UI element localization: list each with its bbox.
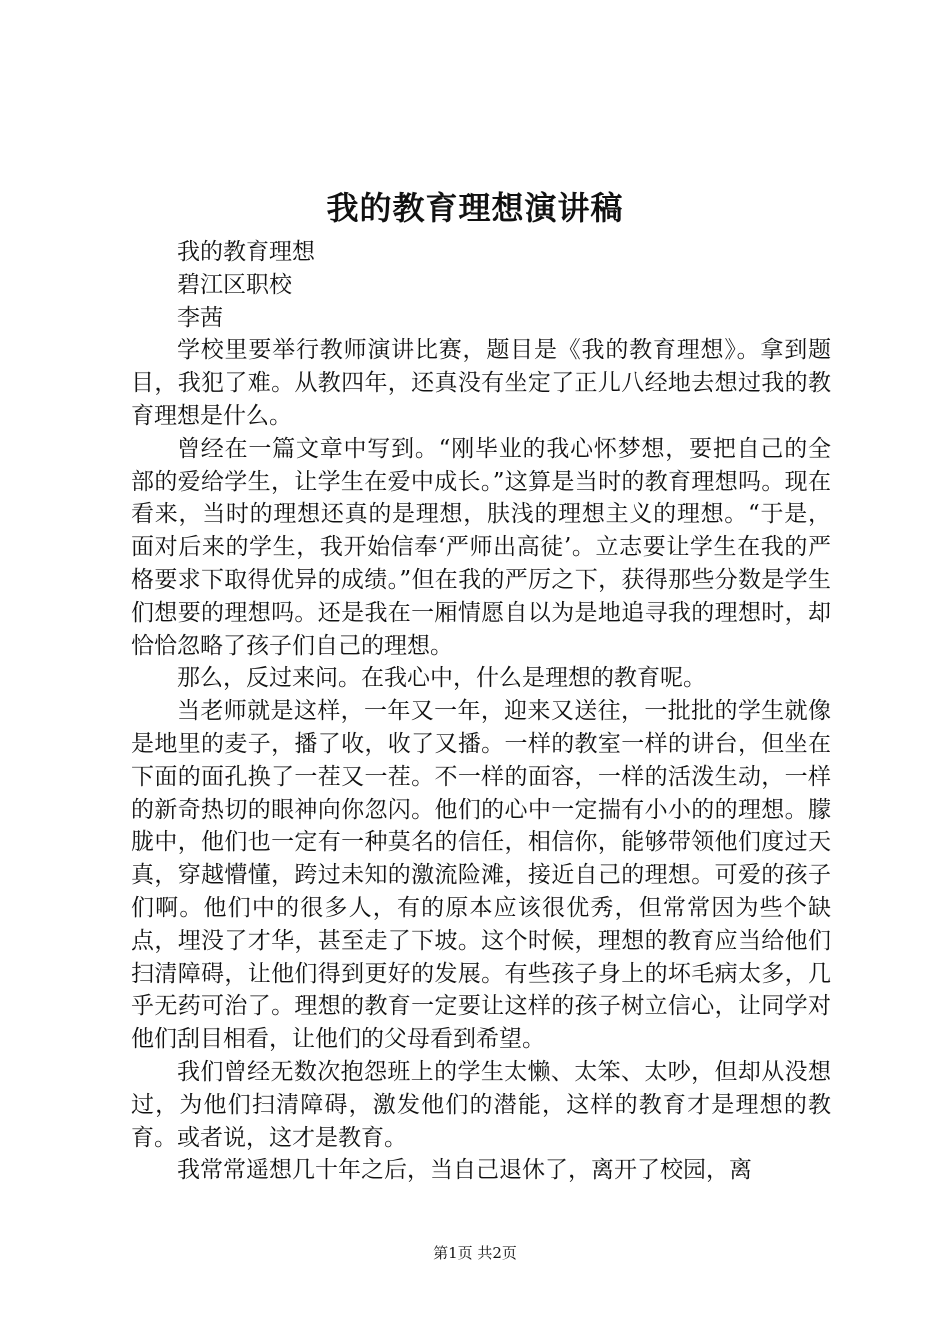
paragraph-school: 碧江区职校 [177,271,292,298]
paragraph: 曾经在一篇文章中写到。“刚毕业的我心怀梦想，要把自己的全部的爱给学生，让学生在爱中成长。”这算是当时的教育理想吗。现在看来，当时的理想还真的是理想，肤浅的理想主义的理想。“于是，面对后来的学生，我开始信奉‘严师出高徒’。立志要让学生在我的严格要求下取得优异的成绩。”但在我的严厉之下，获得那些分数是学生们想要的理想吗。还是我在一厢情愿自以为是地追寻我的理想时，却恰恰忽略了孩子们自己的理想。 [131,435,831,659]
document-title: 我的教育理想演讲稿 [326,189,624,227]
page-number-footer: 第1页 共2页 [433,1244,517,1262]
paragraph: 当老师就是这样，一年又一年，迎来又送往，一批批的学生就像是地里的麦子，播了收，收了又播。一样的教室一样的讲台，但坐在下面的面孔换了一茬又一茬。不一样的面容，一样的活泼生动，一样的新奇热切的眼神向你忽闪。他们的心中一定揣有小小的的理想。朦胧中，他们也一定有一种莫名的信任，相信你，能够带领他们度过天真，穿越懵懂，跨过未知的激流险滩，接近自己的理想。可爱的孩子们啊。他们中的很多人，有的原本应该很优秀，但常常因为些个缺点，埋没了才华，甚至走了下坡。这个时候，理想的教育应当给他们扫清障碍，让他们得到更好的发展。有些孩子身上的坏毛病太多，几乎无药可治了。理想的教育一定要让这样的孩子树立信心，让同学对他们刮目相看，让他们的父母看到希望。 [131,698,831,1053]
paragraph-author: 李茜 [177,304,223,331]
paragraph: 学校里要举行教师演讲比赛，题目是《我的教育理想》。拿到题目，我犯了难。从教四年，还真没有坐定了正儿八经地去想过我的教育理想是什么。 [131,337,831,429]
paragraph-subtitle: 我的教育理想 [177,239,315,265]
paragraph: 那么，反过来问。在我心中，什么是理想的教育呢。 [177,665,706,692]
paragraph: 我常常遥想几十年之后，当自己退休了，离开了校园，离 [177,1157,752,1184]
document-body [131,236,831,1187]
paragraph: 我们曾经无数次抱怨班上的学生太懒、太笨、太吵，但却从没想过，为他们扫清障碍，激发他们的潜能，这样的教育才是理想的教育。或者说，这才是教育。 [131,1058,831,1151]
